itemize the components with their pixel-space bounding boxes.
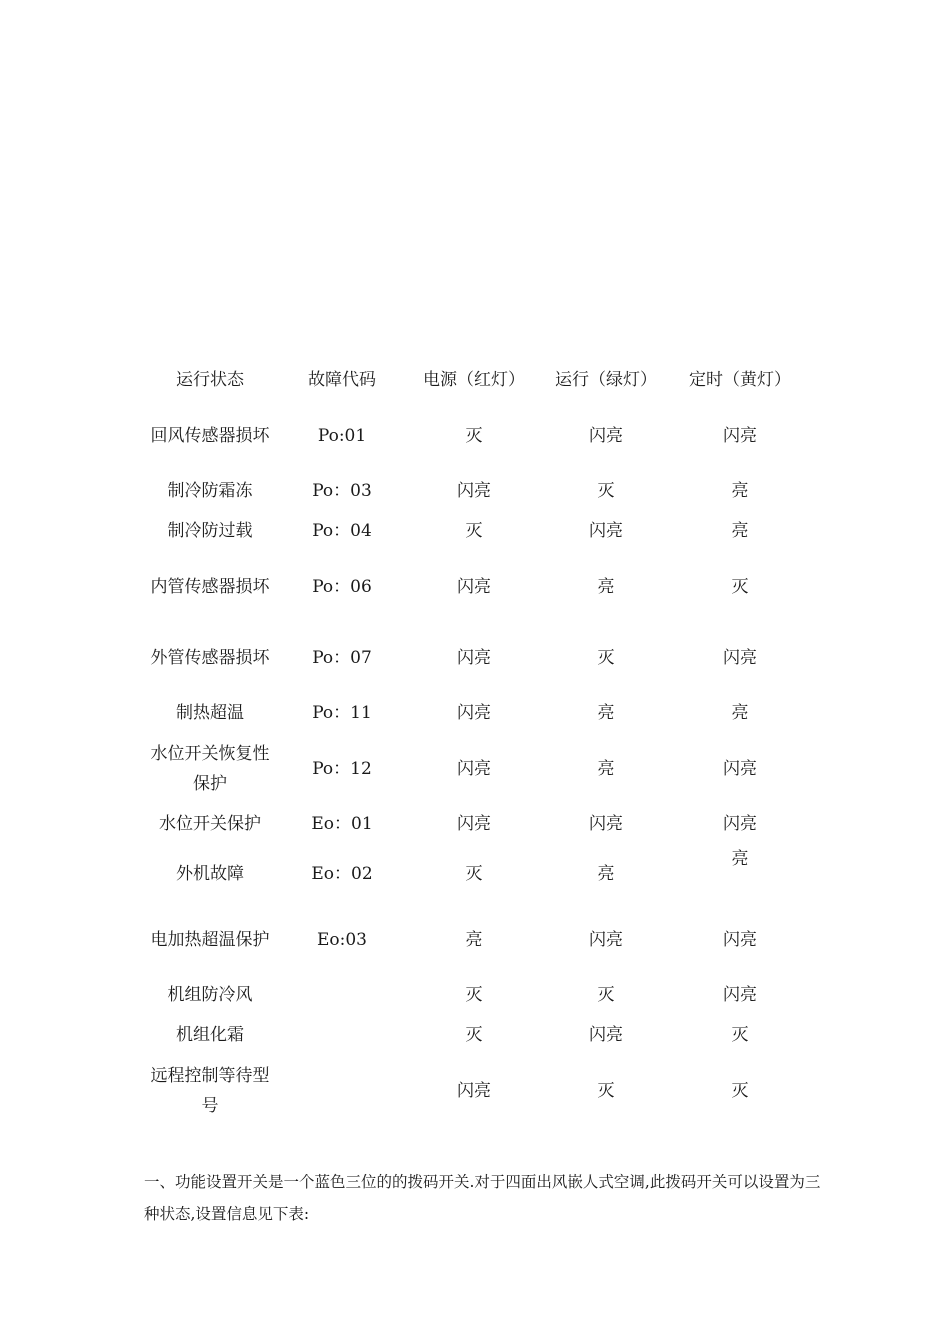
cell-code: Eo：01 <box>311 814 373 834</box>
table-row <box>144 804 808 844</box>
cell-code: Eo:03 <box>316 929 367 950</box>
cell-code: Eo：02 <box>311 864 373 884</box>
dip-switch-description: 一、功能设置开关是一个蓝色三位的的拨码开关.对于四面出风嵌人式空调,此拨码开关可以设置为三种状态,设置信息见下表: <box>144 1172 821 1223</box>
cell-timer: 亮 <box>731 849 749 869</box>
cell-timer: 闪亮 <box>723 985 757 1005</box>
table-row <box>144 693 808 733</box>
cell-power: 灭 <box>465 1025 483 1045</box>
cell-run: 闪亮 <box>589 1025 623 1045</box>
header-timer-light: 定时（黄灯） <box>689 370 791 390</box>
cell-run: 亮 <box>597 576 615 597</box>
cell-run: 灭 <box>597 1080 615 1101</box>
table-row <box>144 1055 808 1126</box>
cell-run: 闪亮 <box>589 425 623 446</box>
cell-code: Po：04 <box>312 521 372 541</box>
cell-state: 机组防冷风 <box>167 985 253 1005</box>
cell-run: 闪亮 <box>589 521 623 541</box>
header-run-light: 运行（绿灯） <box>555 370 657 390</box>
cell-state: 远程控制等待型号 <box>150 1065 270 1116</box>
cell-state: 制冷防霜冻 <box>167 481 253 501</box>
cell-code <box>276 1015 408 1055</box>
cell-timer: 闪亮 <box>723 929 757 950</box>
cell-run: 亮 <box>597 703 615 723</box>
cell-state: 制热超温 <box>176 703 244 723</box>
table-row <box>144 551 808 622</box>
cell-timer: 闪亮 <box>723 814 757 834</box>
cell-code: Po:01 <box>317 425 367 446</box>
cell-state: 外管传感器损坏 <box>150 647 270 668</box>
table-row <box>144 471 808 511</box>
table-row <box>144 904 808 975</box>
cell-state: 机组化霜 <box>176 1025 244 1045</box>
cell-timer: 亮 <box>731 521 749 541</box>
cell-timer: 闪亮 <box>723 425 757 446</box>
cell-run: 亮 <box>597 864 615 884</box>
cell-power: 闪亮 <box>457 758 491 779</box>
cell-code: Po：07 <box>312 647 372 668</box>
cell-power: 闪亮 <box>457 703 491 723</box>
cell-run: 闪亮 <box>589 929 623 950</box>
cell-state: 外机故障 <box>176 864 244 884</box>
cell-timer: 灭 <box>731 576 749 597</box>
cell-run: 灭 <box>597 481 615 501</box>
fault-code-table <box>144 360 808 1126</box>
cell-state: 水位开关保护 <box>159 814 261 834</box>
header-power-light: 电源（红灯） <box>423 370 525 390</box>
header-state: 运行状态 <box>176 370 244 390</box>
cell-code <box>276 975 408 1015</box>
table-row <box>144 1015 808 1055</box>
cell-code: Po：12 <box>312 758 372 779</box>
cell-state: 电加热超温保护 <box>150 929 270 950</box>
cell-power: 亮 <box>465 929 483 950</box>
cell-state: 内管传感器损坏 <box>150 576 270 597</box>
table-row <box>144 511 808 551</box>
cell-run: 闪亮 <box>589 814 623 834</box>
cell-power: 灭 <box>465 985 483 1005</box>
cell-power: 闪亮 <box>457 1080 491 1101</box>
cell-code <box>276 1055 408 1126</box>
table-row <box>144 975 808 1015</box>
cell-timer: 亮 <box>731 481 749 501</box>
cell-state: 水位开关恢复性保护 <box>150 743 270 794</box>
cell-power: 闪亮 <box>457 647 491 668</box>
cell-power: 灭 <box>465 864 483 884</box>
cell-power: 灭 <box>465 425 483 446</box>
table-row <box>144 622 808 693</box>
table-header-row <box>144 360 808 400</box>
cell-run: 灭 <box>597 985 615 1005</box>
cell-code: Po：03 <box>312 481 372 501</box>
cell-power: 闪亮 <box>457 481 491 501</box>
cell-state: 回风传感器损坏 <box>150 425 270 446</box>
cell-timer: 闪亮 <box>723 758 757 779</box>
cell-power: 灭 <box>465 521 483 541</box>
cell-power: 闪亮 <box>457 814 491 834</box>
cell-timer: 亮 <box>731 703 749 723</box>
cell-run: 灭 <box>597 647 615 668</box>
table-row <box>144 733 808 804</box>
cell-timer: 闪亮 <box>723 647 757 668</box>
table-row <box>144 400 808 471</box>
table-row <box>144 844 808 904</box>
cell-timer: 灭 <box>731 1025 749 1045</box>
cell-code: Po：11 <box>312 703 372 723</box>
cell-power: 闪亮 <box>457 576 491 597</box>
cell-run: 亮 <box>597 758 615 779</box>
header-code: 故障代码 <box>308 370 376 390</box>
cell-code: Po：06 <box>312 576 372 597</box>
cell-timer: 灭 <box>731 1080 749 1101</box>
cell-state: 制冷防过载 <box>167 521 253 541</box>
